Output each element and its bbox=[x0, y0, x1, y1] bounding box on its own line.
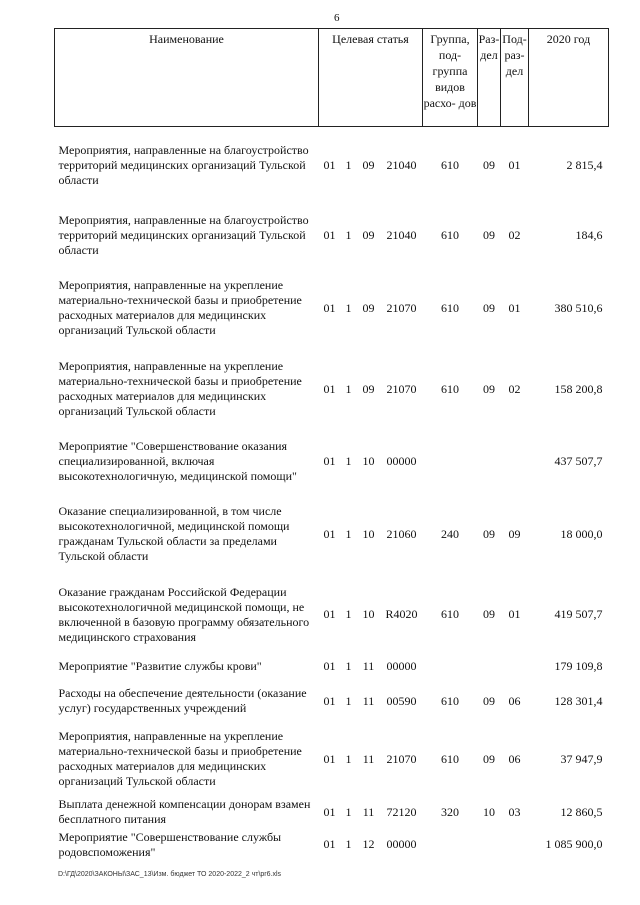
target-code-program: 01 bbox=[323, 659, 336, 673]
row-section: 09 bbox=[483, 157, 495, 172]
target-code-direction: 21040 bbox=[386, 228, 417, 242]
row-section: 09 bbox=[483, 381, 495, 396]
row-section: 09 bbox=[483, 228, 495, 242]
table-header bbox=[55, 29, 609, 127]
table-row bbox=[55, 127, 609, 204]
table-row bbox=[55, 494, 609, 575]
row-subsection: 06 bbox=[508, 693, 521, 708]
row-name: Мероприятия, направленные на укрепление материально-технической базы и приобретение расходных материалов для медицинских организаций Тульской области bbox=[58, 359, 302, 418]
header-subsection: Под- раз- дел bbox=[501, 29, 529, 127]
row-group bbox=[423, 655, 478, 679]
target-code-event: 09 bbox=[362, 157, 375, 172]
row-amount: 179 109,8 bbox=[554, 659, 603, 673]
target-code-event: 11 bbox=[362, 693, 375, 708]
row-section: 09 bbox=[483, 300, 495, 315]
target-code-subprogram: 1 bbox=[345, 454, 352, 468]
target-code-program: 01 bbox=[323, 804, 336, 819]
target-code-event: 11 bbox=[362, 659, 375, 673]
header-name: Наименование bbox=[55, 29, 319, 127]
row-subsection bbox=[501, 655, 529, 679]
target-code-program: 01 bbox=[323, 693, 336, 708]
target-code-event: 09 bbox=[362, 381, 375, 396]
header-section: Раз- дел bbox=[478, 29, 501, 127]
header-year: 2020 год bbox=[529, 29, 609, 127]
row-amount: 12 860,5 bbox=[560, 804, 603, 819]
target-code-program: 01 bbox=[323, 228, 336, 242]
target-code-program: 01 bbox=[323, 300, 336, 315]
header-target: Целевая статья bbox=[319, 29, 423, 127]
row-section bbox=[478, 830, 501, 860]
row-name: Мероприятия, направленные на укрепление материально-технической базы и приобретение расходных материалов для медицинских организаций Тульской области bbox=[58, 729, 302, 788]
target-code-subprogram: 1 bbox=[345, 526, 352, 541]
table-row bbox=[55, 830, 609, 860]
row-amount: 1 085 900,0 bbox=[545, 837, 603, 851]
page-number: 6 bbox=[334, 12, 340, 24]
target-code-direction: 21070 bbox=[386, 300, 417, 315]
row-subsection: 01 bbox=[508, 607, 521, 621]
target-code-subprogram: 1 bbox=[345, 228, 352, 242]
table-row bbox=[55, 575, 609, 655]
target-code-direction: R4020 bbox=[385, 607, 418, 621]
target-code-direction: 00590 bbox=[386, 693, 417, 708]
target-code-program: 01 bbox=[323, 157, 336, 172]
row-group: 240 bbox=[441, 526, 459, 541]
row-name: Выплата денежной компенсации донорам взамен бесплатного питания bbox=[58, 797, 311, 826]
row-amount: 437 507,7 bbox=[554, 454, 603, 468]
target-code-subprogram: 1 bbox=[345, 300, 352, 315]
row-group: 610 bbox=[441, 693, 459, 708]
target-code-subprogram: 1 bbox=[345, 693, 352, 708]
row-amount: 380 510,6 bbox=[554, 300, 603, 315]
target-code-subprogram: 1 bbox=[345, 381, 352, 396]
target-code-program: 01 bbox=[323, 454, 336, 468]
header-group: Группа, под- группа видов расхо- дов bbox=[423, 29, 478, 127]
row-amount: 184,6 bbox=[575, 228, 603, 242]
row-amount: 37 947,9 bbox=[560, 751, 603, 766]
row-subsection bbox=[501, 430, 529, 494]
row-name: Оказание гражданам Российской Федерации высокотехнологичной медицинской помощи, не включенной в базовую программу обязательного медицинского страхования bbox=[58, 584, 310, 644]
target-code-event: 11 bbox=[362, 804, 375, 819]
target-code-subprogram: 1 bbox=[345, 804, 352, 819]
row-group bbox=[423, 830, 478, 860]
table-row bbox=[55, 655, 609, 679]
row-group: 610 bbox=[441, 751, 459, 766]
row-group: 610 bbox=[441, 157, 459, 172]
budget-table bbox=[54, 28, 609, 860]
target-code-direction: 21060 bbox=[386, 526, 417, 541]
target-code-program: 01 bbox=[323, 751, 336, 766]
row-section bbox=[478, 655, 501, 679]
row-group: 610 bbox=[441, 607, 459, 621]
row-amount: 419 507,7 bbox=[554, 607, 603, 621]
target-code-program: 01 bbox=[323, 837, 336, 851]
target-code-subprogram: 1 bbox=[345, 607, 352, 621]
row-subsection: 03 bbox=[508, 804, 521, 819]
row-subsection: 01 bbox=[508, 300, 521, 315]
row-group: 610 bbox=[441, 381, 459, 396]
row-group: 610 bbox=[441, 300, 459, 315]
target-code-direction: 00000 bbox=[386, 837, 417, 851]
row-name: Мероприятия, направленные на благоустройство территорий медицинских организаций Тульской области bbox=[58, 213, 309, 257]
row-section: 09 bbox=[483, 751, 495, 766]
target-code-program: 01 bbox=[323, 607, 336, 621]
row-group: 610 bbox=[441, 228, 459, 242]
row-subsection: 02 bbox=[508, 381, 521, 396]
target-code-subprogram: 1 bbox=[345, 837, 352, 851]
row-name: Мероприятие "Совершенствование службы родовспоможения" bbox=[58, 829, 282, 859]
table-row bbox=[55, 679, 609, 724]
row-subsection: 06 bbox=[508, 751, 521, 766]
target-code-event: 10 bbox=[362, 526, 375, 541]
target-code-event: 12 bbox=[362, 837, 375, 851]
row-name: Мероприятие "Совершенствование оказания специализированной, включая высокотехнологичную, медицинской помощи" bbox=[58, 439, 297, 483]
row-amount: 2 815,4 bbox=[566, 157, 603, 172]
row-name: Расходы на обеспечение деятельности (оказание услуг) государственных учреждений bbox=[58, 686, 307, 715]
row-name: Мероприятия, направленные на благоустройство территорий медицинских организаций Тульской области bbox=[58, 142, 309, 187]
row-subsection: 01 bbox=[508, 157, 521, 172]
target-code-event: 09 bbox=[362, 228, 375, 242]
target-code-program: 01 bbox=[323, 381, 336, 396]
row-amount: 18 000,0 bbox=[560, 526, 603, 541]
target-code-event: 11 bbox=[362, 751, 375, 766]
table-row bbox=[55, 204, 609, 268]
row-subsection: 09 bbox=[508, 526, 521, 541]
row-name: Мероприятие "Развитие службы крови" bbox=[58, 659, 262, 673]
target-code-direction: 00000 bbox=[386, 454, 417, 468]
row-amount: 158 200,8 bbox=[554, 381, 603, 396]
target-code-event: 09 bbox=[362, 300, 375, 315]
table-row bbox=[55, 724, 609, 795]
row-subsection bbox=[501, 830, 529, 860]
target-code-direction: 72120 bbox=[386, 804, 417, 819]
row-section: 09 bbox=[483, 526, 495, 541]
target-code-direction: 21070 bbox=[386, 751, 417, 766]
row-section: 09 bbox=[483, 607, 495, 621]
row-name: Мероприятия, направленные на укрепление материально-технической базы и приобретение расходных материалов для медицинских организаций Тульской области bbox=[58, 278, 302, 337]
row-name: Оказание специализированной, в том числе высокотехнологичной, медицинской помощи гражданам Тульской области за пределами Тульской области bbox=[58, 504, 290, 563]
row-section: 09 bbox=[483, 693, 495, 708]
footer-file-path: D:\ГД\2020\ЗАКОНЫ\ЗАС_13\Изм. бюджет ТО 2020-2022_2 чт\pr6.xls bbox=[58, 871, 282, 878]
row-subsection: 02 bbox=[508, 228, 521, 242]
target-code-direction: 21070 bbox=[386, 381, 417, 396]
target-code-direction: 00000 bbox=[386, 659, 417, 673]
target-code-subprogram: 1 bbox=[345, 751, 352, 766]
target-code-program: 01 bbox=[323, 526, 336, 541]
target-code-subprogram: 1 bbox=[345, 659, 352, 673]
table-row bbox=[55, 268, 609, 349]
table-row bbox=[55, 795, 609, 830]
row-group bbox=[423, 430, 478, 494]
target-code-subprogram: 1 bbox=[345, 157, 352, 172]
row-amount: 128 301,4 bbox=[554, 693, 603, 708]
target-code-direction: 21040 bbox=[386, 157, 417, 172]
row-section: 10 bbox=[483, 804, 495, 819]
row-section bbox=[478, 430, 501, 494]
target-code-event: 10 bbox=[362, 454, 375, 468]
row-group: 320 bbox=[441, 804, 459, 819]
target-code-event: 10 bbox=[362, 607, 375, 621]
table-body bbox=[55, 127, 609, 860]
table-row bbox=[55, 430, 609, 494]
table-row bbox=[55, 349, 609, 430]
